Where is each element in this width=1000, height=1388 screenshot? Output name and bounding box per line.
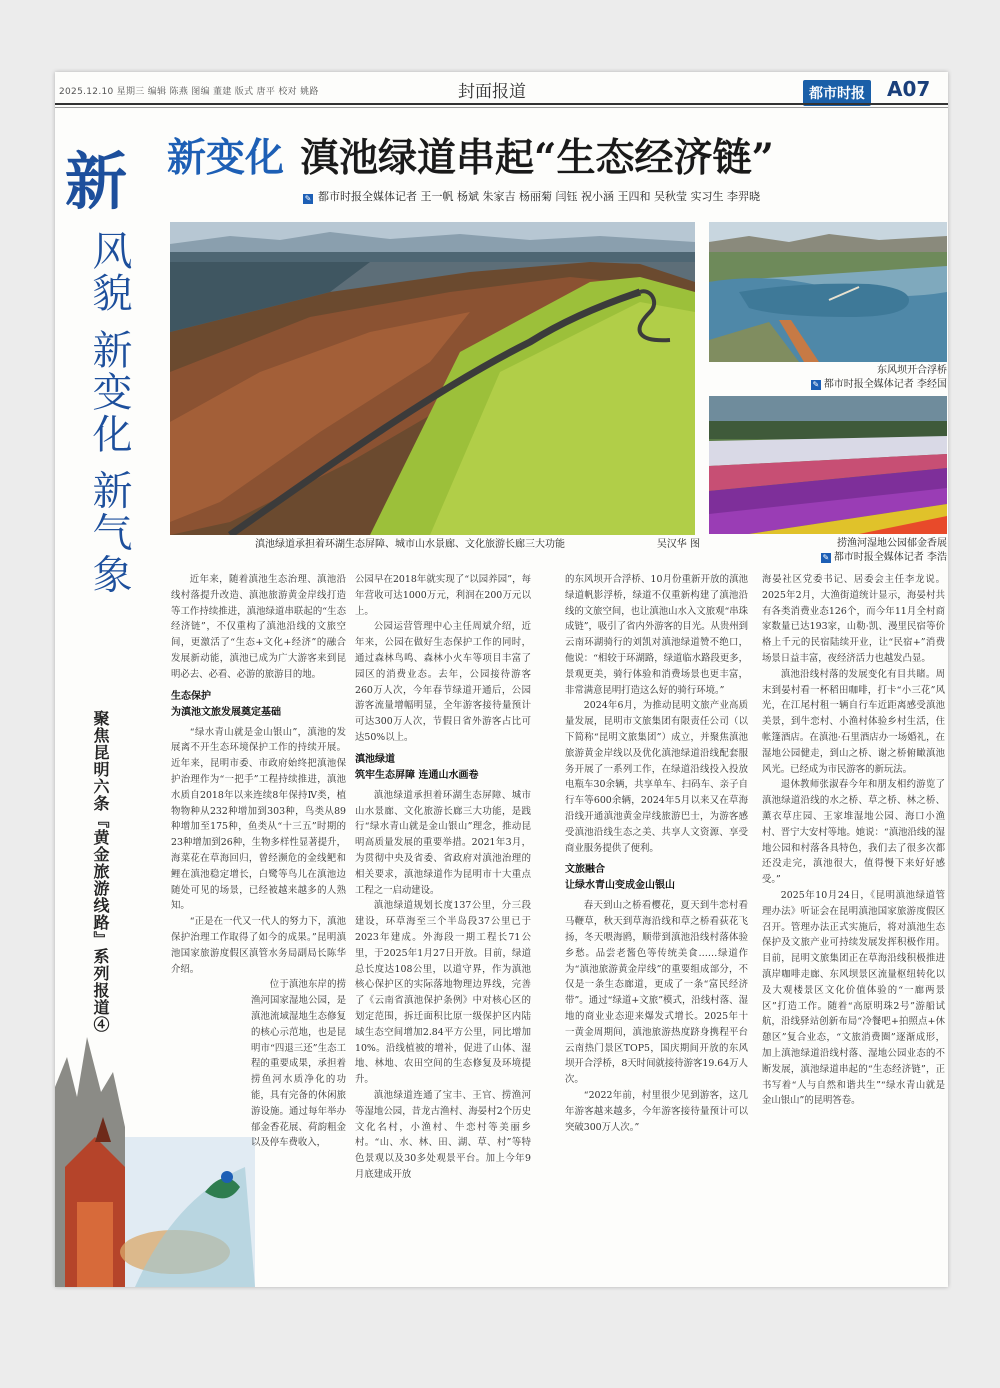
brand-logo: 都市时报 (803, 80, 871, 106)
bridge-photo (709, 222, 947, 362)
paragraph: 2025年10月24日，《昆明滇池绿道管理办法》听证会在昆明滇池国家旅游度假区召开。管理办法正式实施后，将对滇池生态保护及文旅产业可持续发展发挥积极作用。目前，昆明文旅集团正在草海沿线积极推进滇岸咖啡走廊、东风坝景区流量枢纽转化以及大观楼景区文化价值体验的“一廊两景区”打造工作。随着“高原明珠2号”游船试航，沿线驿站创新布局“冷餐吧+拍照点+休憩区”复合业态，“文旅消费圈”逐渐成形，加上滇池绿道沿线村落、湿地公园业态的不断发展，滇池绿道串起的“生态经济链”，正书写着“人与自然和谐共生”“绿水青山就是金山银山”的昆明答卷。 (762, 889, 945, 1107)
side-vertical-title: 风貌 新变化 新气象 (86, 230, 132, 596)
main-photo-credit: 吴汉华 图 (656, 539, 700, 550)
pen-icon: ✎ (822, 553, 830, 562)
paragraph: 滇池绿道承担着环湖生态屏障、城市山水景廊、文化旅游长廊三大功能，是践行“绿水青山就是金山银山”理念，推动昆明高质量发展的重要举措。2021年3月，为贯彻中央及省委、省政府对滇池治理的相关要求，滇池绿道作为昆明市十大重点工程之一启动建设。 (355, 789, 531, 896)
pen-icon: ✎ (812, 380, 820, 389)
paragraph: “正是在一代又一代人的努力下，滇池保护治理工作取得了如今的成果。”昆明滇池国家旅游度假区滇管水务局副局长陈华介绍。 (171, 916, 346, 975)
bridge-photo-credit: ✎ 都市时报全媒体记者 李经国 (812, 379, 947, 390)
section-title: 封面报道 (458, 82, 526, 102)
headline-main: 滇池绿道串起“生态经济链” (300, 135, 774, 181)
article-column-1 (171, 572, 346, 1151)
pen-icon: ✎ (304, 194, 312, 203)
headline (167, 127, 774, 183)
flower-photo-credit: ✎ 都市时报全媒体记者 李浩 (822, 552, 947, 563)
subheading: 生态保护 为滇池文旅发展奠定基础 (171, 690, 281, 718)
paragraph: “2022年前，村里很少见到游客，这几年游客越来越多，今年游客接待量预计可以突破300万人次。” (565, 1089, 748, 1133)
main-photo (170, 222, 695, 535)
article-column-2 (355, 572, 531, 1183)
page-header (55, 72, 948, 110)
paragraph: 公园运营管理中心主任周斌介绍，近年来，公园在做好生态保护工作的同时，通过森林鸟鸣、森林小火车等项目丰富了园区的消费业态。去年，公园接待游客260万人次，今年春节绿道开通后，公园游客流量增幅明显，全年游客接待量预计可达300万人次，节假日省外游客占比可达50%以上。 (355, 621, 531, 743)
subheading: 文旅融合 让绿水青山变成金山银山 (565, 864, 675, 892)
paragraph: 位于滇池东岸的捞渔河国家湿地公园，是滇池流域湿地生态修复的核心示范地，也是昆明市“四退三还”生态工程的重要成果，承担着捞鱼河水质净化的功能，具有完备的休闲旅游设施。通过每年举办郁金香花展、荷韵粗金以及停车费收入， (251, 979, 346, 1149)
side-banner (55, 112, 165, 1287)
main-photo-caption: 滇池绿道承担着环湖生态屏障、城市山水景廊、文化旅游长廊三大功能 (255, 539, 565, 550)
bridge-photo-caption: 东风坝开合浮桥 (877, 365, 947, 376)
flower-photo-caption: 捞渔河湿地公园郁金香展 (837, 538, 947, 549)
article-column-4 (762, 572, 945, 1109)
headline-lead: 新变化 (167, 135, 285, 181)
header-rule (55, 103, 948, 105)
paragraph: 公园早在2018年就实现了“以园养园”，每年营收可达1000万元，利润在200万元以上。 (355, 574, 531, 617)
byline (303, 188, 760, 204)
page-number: A07 (887, 77, 931, 101)
flower-photo (709, 396, 947, 534)
paragraph: 滇池绿道规划长度137公里，分三段建设，环草海至三个半岛段37公里已于2023年建成。外海段一期工程长71公里，于2025年1月27日开放。目前，绿道总长度达108公里，以道守界，作为滇池核心保护区的实际落地物理边界线，完善了《云南省滇池保护条例》中对核心区的划定范围，拆迁面积比原一级保护区内陆域生态空间增加2.84平方公里，同比增加10%。沿线植被的增补，促进了山体、湿地、林地、农田空间的生态修复及环境提升。 (355, 900, 531, 1086)
paragraph: “绿水青山就是金山银山”，滇池的发展离不开生态环境保护工作的持续开展。近年来，昆明市委、市政府始终把滇池保护治理作为“一把手”工程持续推进，滇池水质自2018年以来连续8年保持Ⅳ类，植物物种从232种增加到303种，鸟类从89种增加至175种，鱼类从“十三五”时期的23种增加到26种，生物多样性显著提升，海菜花在草海回归，曾经濒危的金线鲃和鲤在滇池稳定增长，白鹭等鸟儿在滇池边随处可见的场景，已经被越来越多的人熟知。 (171, 726, 346, 912)
article-column-3 (565, 572, 748, 1135)
subheading: 滇池绿道 筑牢生态屏障 连通山水画卷 (355, 753, 479, 781)
paragraph: 退休教师张淑春今年和朋友相约游览了滇池绿道沿线的水之桥、草之桥、林之桥、薰衣草庄园、王家堆湿地公园、海口小渔村、晋宁大安村等地。她说：“滇池沿线的湿地公园和村落各具特色，我们去了很多次都还没走完，滇池很大，值得慢下来好好感受。” (762, 779, 945, 886)
side-big-char: 新 (65, 145, 128, 218)
header-rule-thin (55, 107, 948, 108)
paragraph: 海晏社区党委书记、居委会主任李龙说。2025年2月，大渔街道统计显示，海晏村共有各类消费业态126个，而今年11月全村商家数量已达193家，山勒·凯、漫里民宿等价格上千元的民宿陆续开业，让“民宿+”消费场景日益丰富，夜经济活力也越发凸显。 (762, 574, 945, 664)
paragraph: 2024年6月，为推动昆明文旅产业高质量发展，昆明市文旅集团有限责任公司（以下简称“昆明文旅集团”）成立，并聚焦滇池旅游黄金岸线以及优化滇池绿道沿线配套服务开展了一系列工作，在绿道沿线投入投放电瓶车30余辆，共享单车、扫码车、亲子自行车等600余辆，2024年5月以来又在草海沿线开通滇池黄金岸线旅游巴士，为游客感受滇池沿线生态之美、共享人文资源、享受商业服务提供了便利。 (565, 700, 748, 854)
paragraph: 滇池沿线村落的发展变化有目共睹。周末到晏村看一杯稻田咖啡，打卡“小三花”风光，在江尾村租一辆自行车近距离感受滇池美景，到牛恋村、小渔村体验乡村生活，住帐篷酒店。在滇池·石里酒店办一场婚礼，在湿地公园健走，到山之桥、谢之桥俯瞰滇池风光。已经成为市民游客的新玩法。 (762, 668, 945, 775)
issue-meta: 2025.12.10 星期三 编辑 陈燕 图编 董建 版式 唐平 校对 姚路 (59, 87, 319, 97)
paragraph: 近年来，随着滇池生态治理、滇池沿线村落提升改造、滇池旅游黄金岸线打造等工作持续推进，滇池绿道串联起的“生态经济链”，不仅重构了滇池沿线的文旅空间，更激活了“生态+文化+经济”的融合发展新动能，滇池已成为广大游客来到昆明必去、必看、必游的旅游目的地。 (171, 574, 346, 680)
series-title: 聚焦昆明六条『黄金旅游线路』系列报道④ (91, 710, 110, 1033)
paragraph: 滇池绿道连通了宝丰、王官、捞渔河等湿地公园，昔龙古渔村、海晏村2个历史文化名村，小渔村、牛恋村等美丽乡村。“山、水、林、田、湖、草、村”等特色景观以及30多处观景平台。加上今年9月底建成开放 (355, 1089, 531, 1180)
paragraph: 的东风坝开合浮桥、10月份重新开放的滇池绿道帆影浮桥，绿道不仅重新构建了滇池沿线的文旅空间，也让滇池山水入文旅观“串珠成链”，吸引了省内外游客的目光。从贵州到云南环湖骑行的刘凯对滇池绿道赞不绝口，他说：“相较于环湖路，绿道临水路段更多，景观更美，骑行体验和消费场景也更丰富，非常满意昆明打造这么好的骑行环境。” (565, 574, 748, 696)
newspaper-page (55, 72, 948, 1287)
byline-text: 都市时报全媒体记者 王一帆 杨斌 朱家吉 杨丽菊 闫钰 祝小涵 王四和 吴秋莹 实习生 李羿晓 (318, 190, 760, 203)
paragraph: 春天到山之桥看樱花，夏天到牛恋村看马鞭草，秋天到草海沿线和草之桥看荻花飞扬，冬天喂海鸥，顺带到滇池沿线村落体验乡愁。品尝老酱色等传统美食……绿道作为“滇池旅游黄金岸线”的重要组成部分，不仅是一条生态廊道，更成了一条“富民经济带”。通过“绿道+文旅”模式，沿线村落、湿地的商业业态迎来爆发式增长。2025年十一黄金周期间，滇池旅游热度跻身携程平台云南热门景区TOP5，国庆期间开放的东风坝开合浮桥，8天时间就接待游客19.64万人次。 (565, 900, 748, 1086)
